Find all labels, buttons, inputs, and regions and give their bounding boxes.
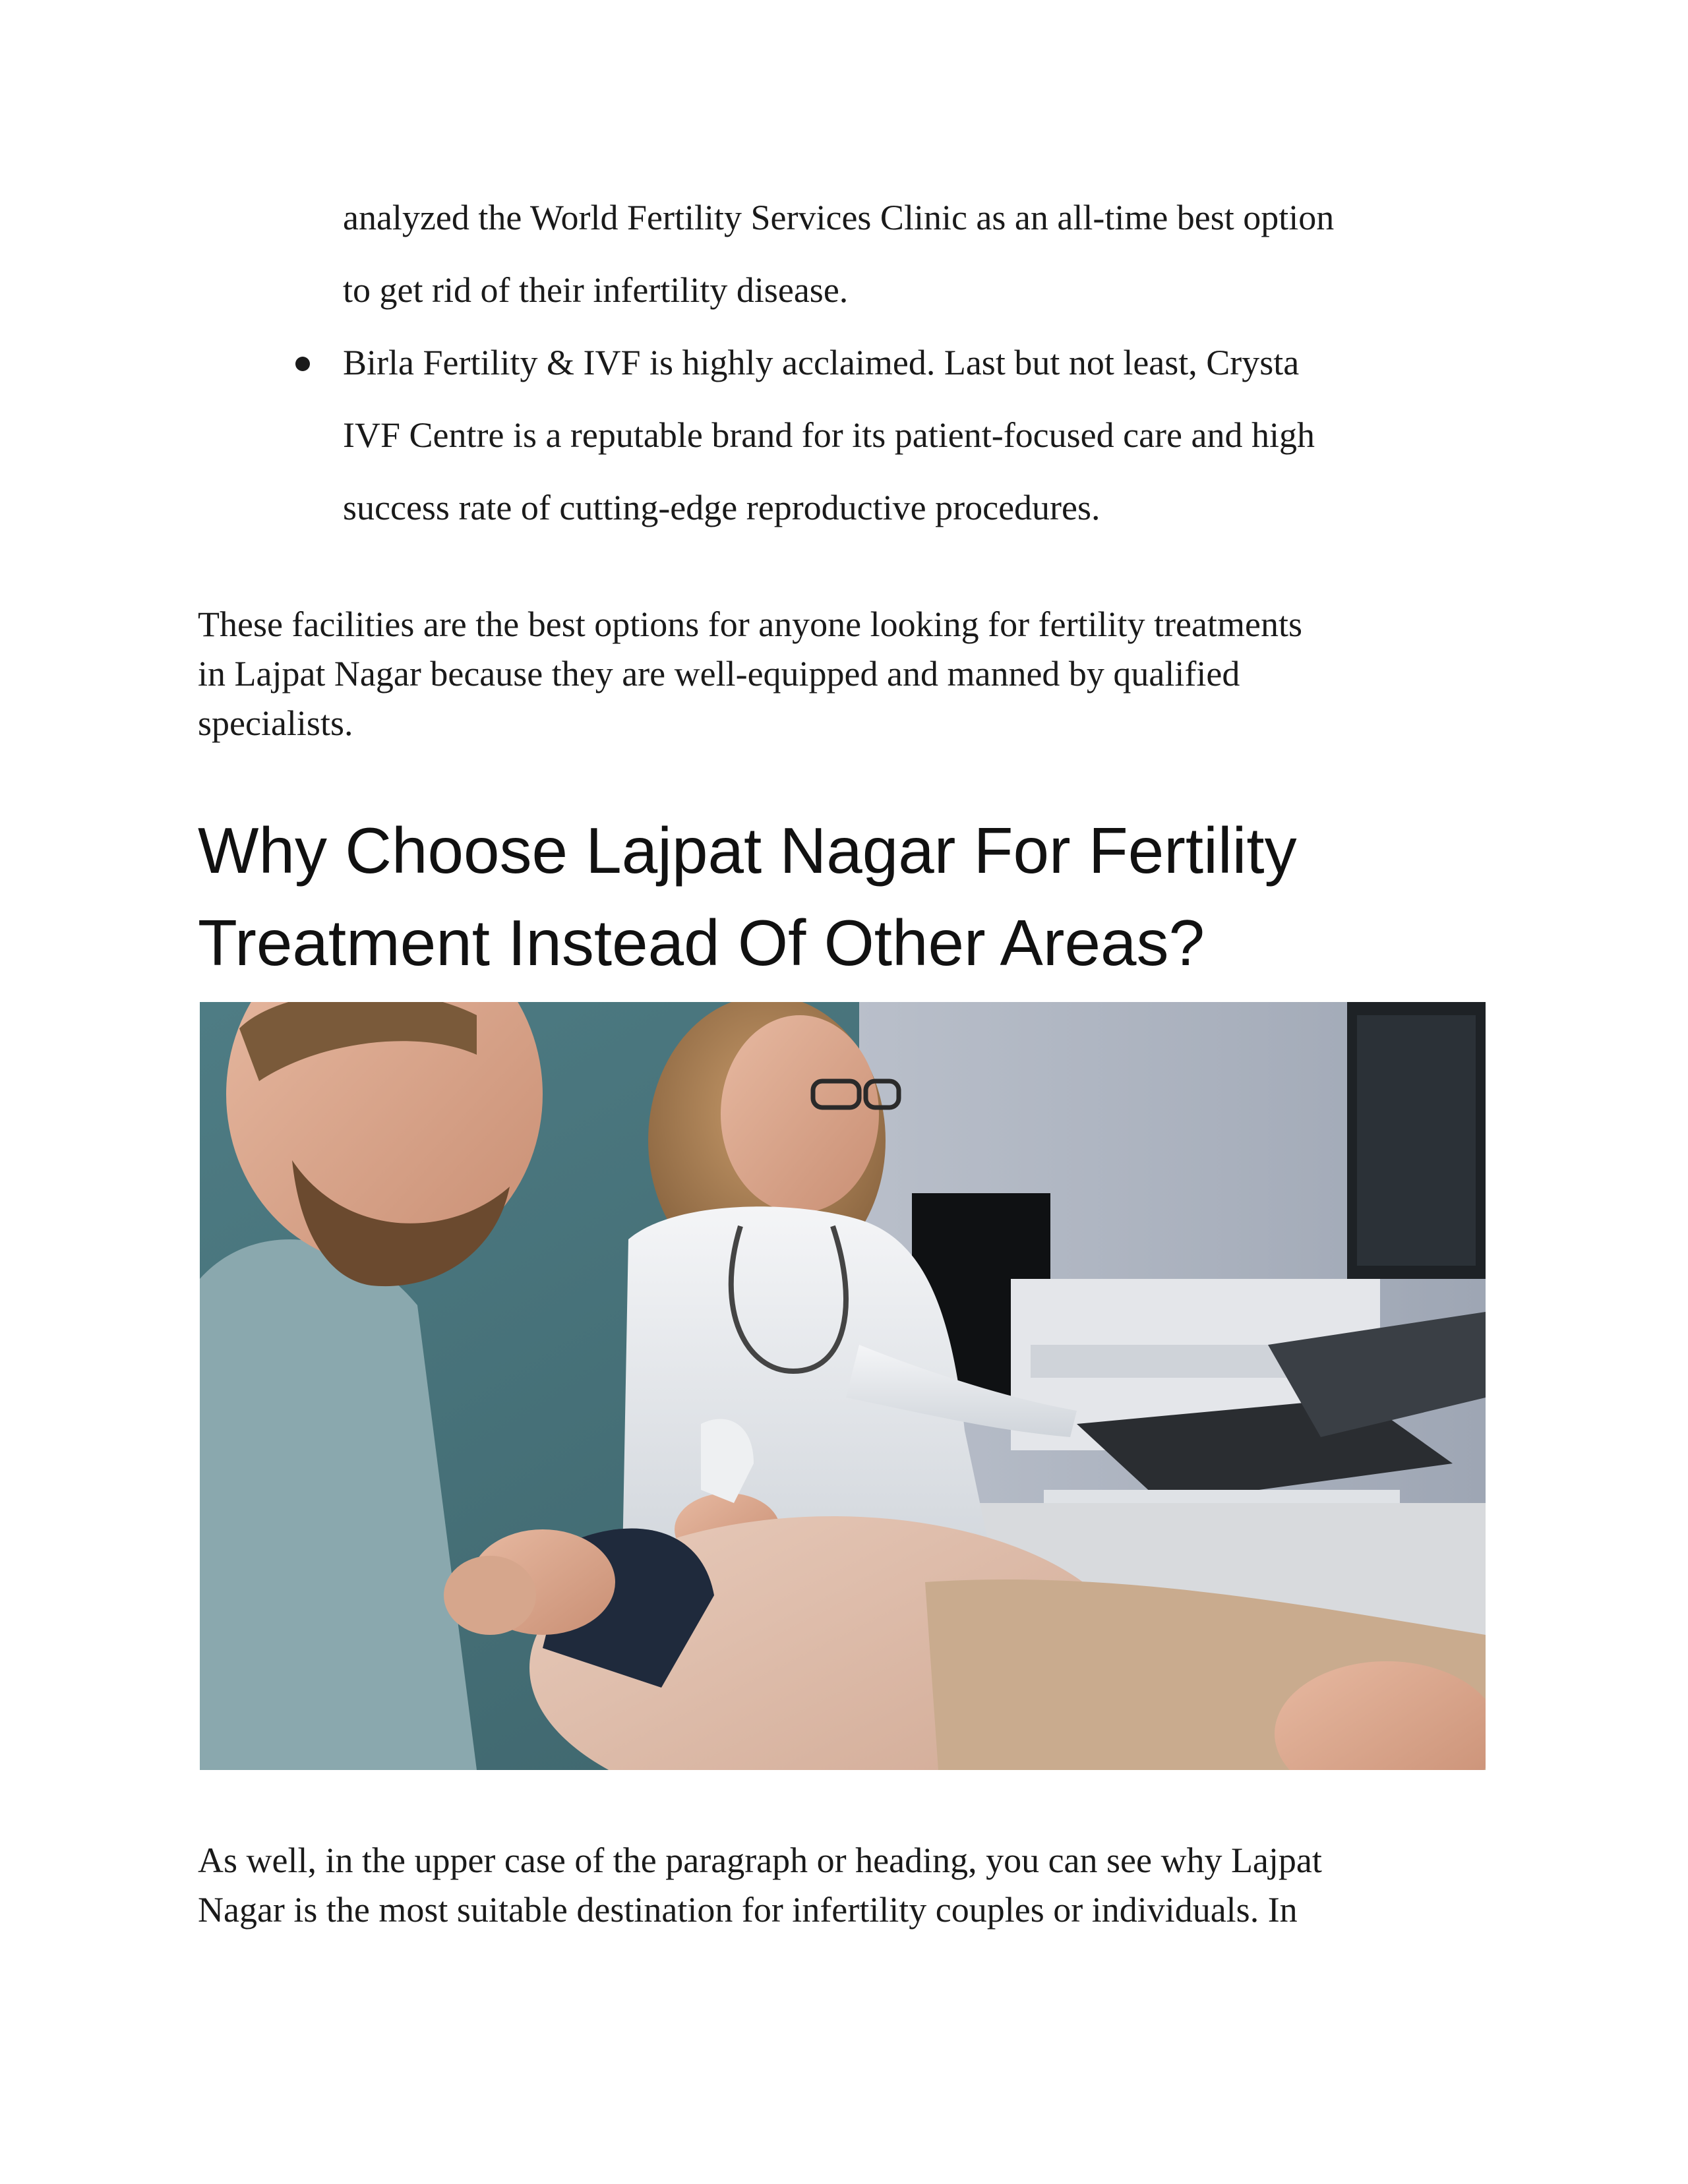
- paragraph-line: As well, in the upper case of the paragraph or heading, you can see why Lajpat: [198, 1841, 1322, 1880]
- bullet-line: to get rid of their infertility disease.: [343, 270, 849, 310]
- bullet-line: success rate of cutting-edge reproductive procedures.: [343, 488, 1100, 527]
- paragraph-line: Nagar is the most suitable destination for infertility couples or individuals. In: [198, 1890, 1298, 1930]
- paragraph-line: in Lajpat Nagar because they are well-equipped and manned by qualified: [198, 654, 1240, 694]
- heading-line: Treatment Instead Of Other Areas?: [198, 906, 1205, 979]
- paragraph-line: specialists.: [198, 703, 353, 743]
- paragraph-bottom: [198, 1836, 1490, 1935]
- paragraph-line: These facilities are the best options for anyone looking for fertility treatments: [198, 605, 1302, 644]
- bullet-line: Birla Fertility & IVF is highly acclaimed. Last but not least, Crysta: [343, 343, 1300, 382]
- heading-line: Why Choose Lajpat Nagar For Fertility: [198, 814, 1297, 887]
- ultrasound-photo: [200, 1002, 1486, 1770]
- section-heading: [198, 804, 1490, 989]
- bullet-line: IVF Centre is a reputable brand for its patient-focused care and high: [343, 415, 1315, 455]
- bullet-dot-icon: [295, 357, 310, 371]
- bullet-line: analyzed the World Fertility Services Clinic as an all-time best option: [343, 198, 1335, 237]
- paragraph-facilities: [198, 600, 1490, 748]
